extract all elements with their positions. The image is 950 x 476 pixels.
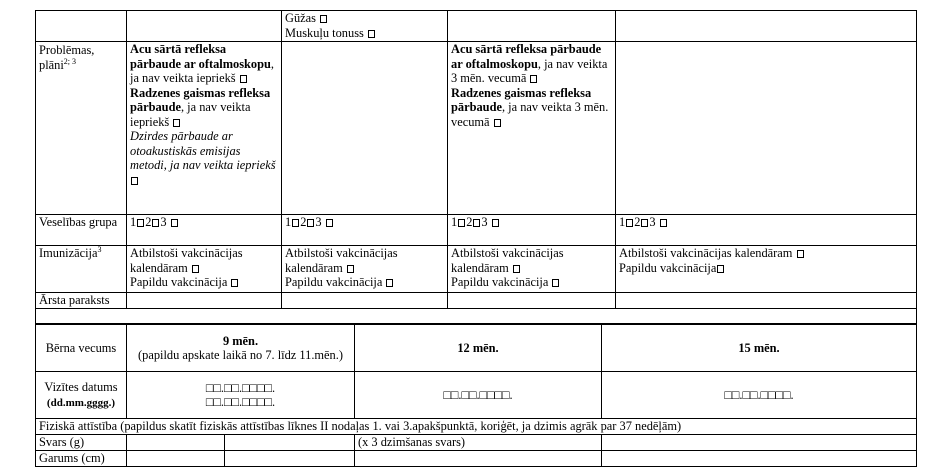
health-label: Veselības grupa [39,215,118,229]
exam-table-top [35,10,917,324]
immunization-col2 [282,246,448,293]
vacc-calendar-label: Atbilstoši vakcinācijas kalendāram [451,246,564,275]
visit-date-12m [355,372,602,419]
signature-label: Ārsta paraksts [39,293,110,307]
visit-format: (dd.mm.gggg.) [46,396,116,409]
health-checkbox-3[interactable] [326,219,333,227]
corneal-reflex-checkbox[interactable] [173,119,180,127]
age-12m-cell [355,325,602,372]
row-physical-dev [36,419,917,435]
row-hips-muscle [36,11,917,42]
age-9m-note: (papildu apskate laikā no 7. līdz 11.mēn.) [138,348,343,362]
signature-field-3[interactable] [448,293,616,309]
row-spacer [36,308,917,323]
hips-checkbox[interactable] [320,15,327,23]
health-options-1 [127,215,282,246]
problems-col1 [127,42,282,215]
weight-note-cell [355,435,602,451]
physical-dev-text: Fiziskā attīstība (papildus skatīt fiziskās attīstības līknes II nodaļas 1. vai 3.apakšpunktā, koriģēt, ja dzimis agrāk par 37 nedēļām) [39,419,682,433]
hearing-test-note: Dzirdes pārbaude ar otoakustiskās emisijas metodi, ja nav veikta iepriekš [130,129,276,172]
height-label: Garums (cm) [39,451,105,465]
health-options-2 [282,215,448,246]
row-child-age [36,325,917,372]
vacc-extra-checkbox[interactable] [717,265,724,273]
health-checkbox-3[interactable] [171,219,178,227]
hips-muscle-cell [282,11,448,42]
weight-note: (x 3 dzimšanas svars) [358,435,466,449]
visit-label-cell [36,372,127,419]
vacc-extra-checkbox[interactable] [552,279,559,287]
visit-date-field[interactable]: □□.□□.□□□□. [724,387,794,402]
vacc-extra-label: Papildu vakcinācija [619,260,717,275]
signature-field-1[interactable] [127,293,282,309]
vacc-calendar-checkbox[interactable] [347,265,354,273]
health-opt-1: 1 [285,215,292,229]
health-opt-2: 2 [300,215,307,229]
vacc-calendar-checkbox[interactable] [513,265,520,273]
immunization-col4 [616,246,917,293]
visit-date-field[interactable]: □□.□□.□□□□. [205,380,276,395]
vacc-calendar-checkbox[interactable] [192,265,199,273]
red-reflex-title: Acu sārtā refleksa pārbaude ar oftalmoskopu [130,42,271,71]
hips-label: Gūžas [285,11,316,25]
problems-label-sup: 2; 3 [63,56,77,66]
health-opt-3: 3 [315,215,322,229]
health-opt-1: 1 [619,215,626,229]
vacc-extra-checkbox[interactable] [386,279,393,287]
row-visit-date [36,372,917,419]
physical-dev-cell [36,419,917,435]
vacc-extra-label: Papildu vakcinācija [285,275,383,289]
health-opt-3: 3 [481,215,488,229]
height-field-3[interactable] [355,451,602,467]
immunization-label-sup: 3 [97,245,102,254]
health-checkbox-2[interactable] [473,219,480,227]
health-checkbox-1[interactable] [626,219,633,227]
red-reflex-checkbox-3[interactable] [530,75,537,83]
health-checkbox-2[interactable] [152,219,159,227]
vacc-calendar-label: Atbilstoši vakcinācijas kalendāram [130,246,243,275]
age-15m-title: 15 mēn. [738,340,780,355]
signature-field-4[interactable] [616,293,917,309]
row-health-group [36,215,917,246]
age-12m-title: 12 mēn. [457,340,499,355]
age-label: Bērna vecums [45,340,117,355]
vacc-extra-label: Papildu vakcinācija [130,275,228,289]
vacc-calendar-label: Atbilstoši vakcinācijas kalendāram [285,246,398,275]
health-opt-2: 2 [634,215,641,229]
vacc-calendar-label: Atbilstoši vakcinācijas kalendāram [619,246,793,260]
health-opt-2: 2 [145,215,152,229]
problems-label: Problēmas, plāni [39,43,95,72]
corneal-reflex-note: , ja nav veikta iepriekš [130,100,251,129]
health-opt-1: 1 [451,215,458,229]
visit-date-field[interactable]: □□.□□.□□□□. [443,387,513,402]
corneal-reflex-title: Radzenes gaismas refleksa pārbaude [130,85,271,114]
immunization-col3 [448,246,616,293]
row-signature [36,293,917,309]
height-label-cell [36,451,127,467]
height-field-4[interactable] [602,451,917,467]
health-options-3 [448,215,616,246]
health-opt-1: 1 [130,215,137,229]
weight-field-1[interactable] [127,435,225,451]
muscle-tone-checkbox[interactable] [368,30,375,38]
health-opt-3: 3 [160,215,167,229]
muscle-tone-label: Muskuļu tonuss [285,25,364,40]
health-options-4 [616,215,917,246]
problems-label-cell [36,42,127,215]
row-immunization [36,246,917,293]
corneal-reflex-note-3: , ja nav veikta 3 mēn. vecumā [451,100,609,129]
weight-label: Svars (g) [39,435,85,449]
health-checkbox-1[interactable] [292,219,299,227]
red-reflex-checkbox[interactable] [240,75,247,83]
visit-date-field[interactable]: □□.□□.□□□□. [205,395,276,409]
visit-date-9m [127,372,355,419]
health-label-cell [36,215,127,246]
red-reflex-title-3: Acu sārtā refleksa pārbaude ar oftalmoskopu [451,42,602,71]
row-problems [36,42,917,215]
red-reflex-note: , ja nav veikta iepriekš [130,56,275,85]
health-checkbox-3[interactable] [660,219,667,227]
signature-field-2[interactable] [282,293,448,309]
visit-label: Vizītes datums [44,380,118,394]
age-9m-cell [127,325,355,372]
health-checkbox-2[interactable] [307,219,314,227]
vacc-extra-label: Papildu vakcinācija [451,275,549,289]
weight-field-4[interactable] [602,435,917,451]
health-checkbox-1[interactable] [458,219,465,227]
immunization-label: Imunizācija [39,246,98,260]
signature-label-cell [36,293,127,309]
corneal-reflex-title-3: Radzenes gaismas refleksa pārbaude [451,85,592,114]
health-checkbox-3[interactable] [492,219,499,227]
vacc-calendar-checkbox[interactable] [797,250,804,258]
corneal-reflex-checkbox-3[interactable] [494,119,501,127]
health-checkbox-2[interactable] [641,219,648,227]
exam-table-bottom [35,324,917,467]
health-checkbox-1[interactable] [137,219,144,227]
immunization-col1 [127,246,282,293]
row-weight [36,435,917,451]
age-15m-cell [602,325,917,372]
height-field-2[interactable] [225,451,355,467]
weight-field-2[interactable] [225,435,355,451]
age-9m-title: 9 mēn. [222,333,259,348]
vacc-extra-checkbox[interactable] [231,279,238,287]
height-field-1[interactable] [127,451,225,467]
problems-col3 [448,42,616,215]
age-label-cell [36,325,127,372]
health-opt-2: 2 [466,215,473,229]
health-opt-3: 3 [649,215,656,229]
red-reflex-note-3: , ja nav veikta 3 mēn. vecumā [451,56,608,85]
row-height [36,451,917,467]
visit-date-15m [602,372,917,419]
immunization-label-cell [36,246,127,293]
weight-label-cell [36,435,127,451]
hearing-test-checkbox[interactable] [131,177,138,185]
